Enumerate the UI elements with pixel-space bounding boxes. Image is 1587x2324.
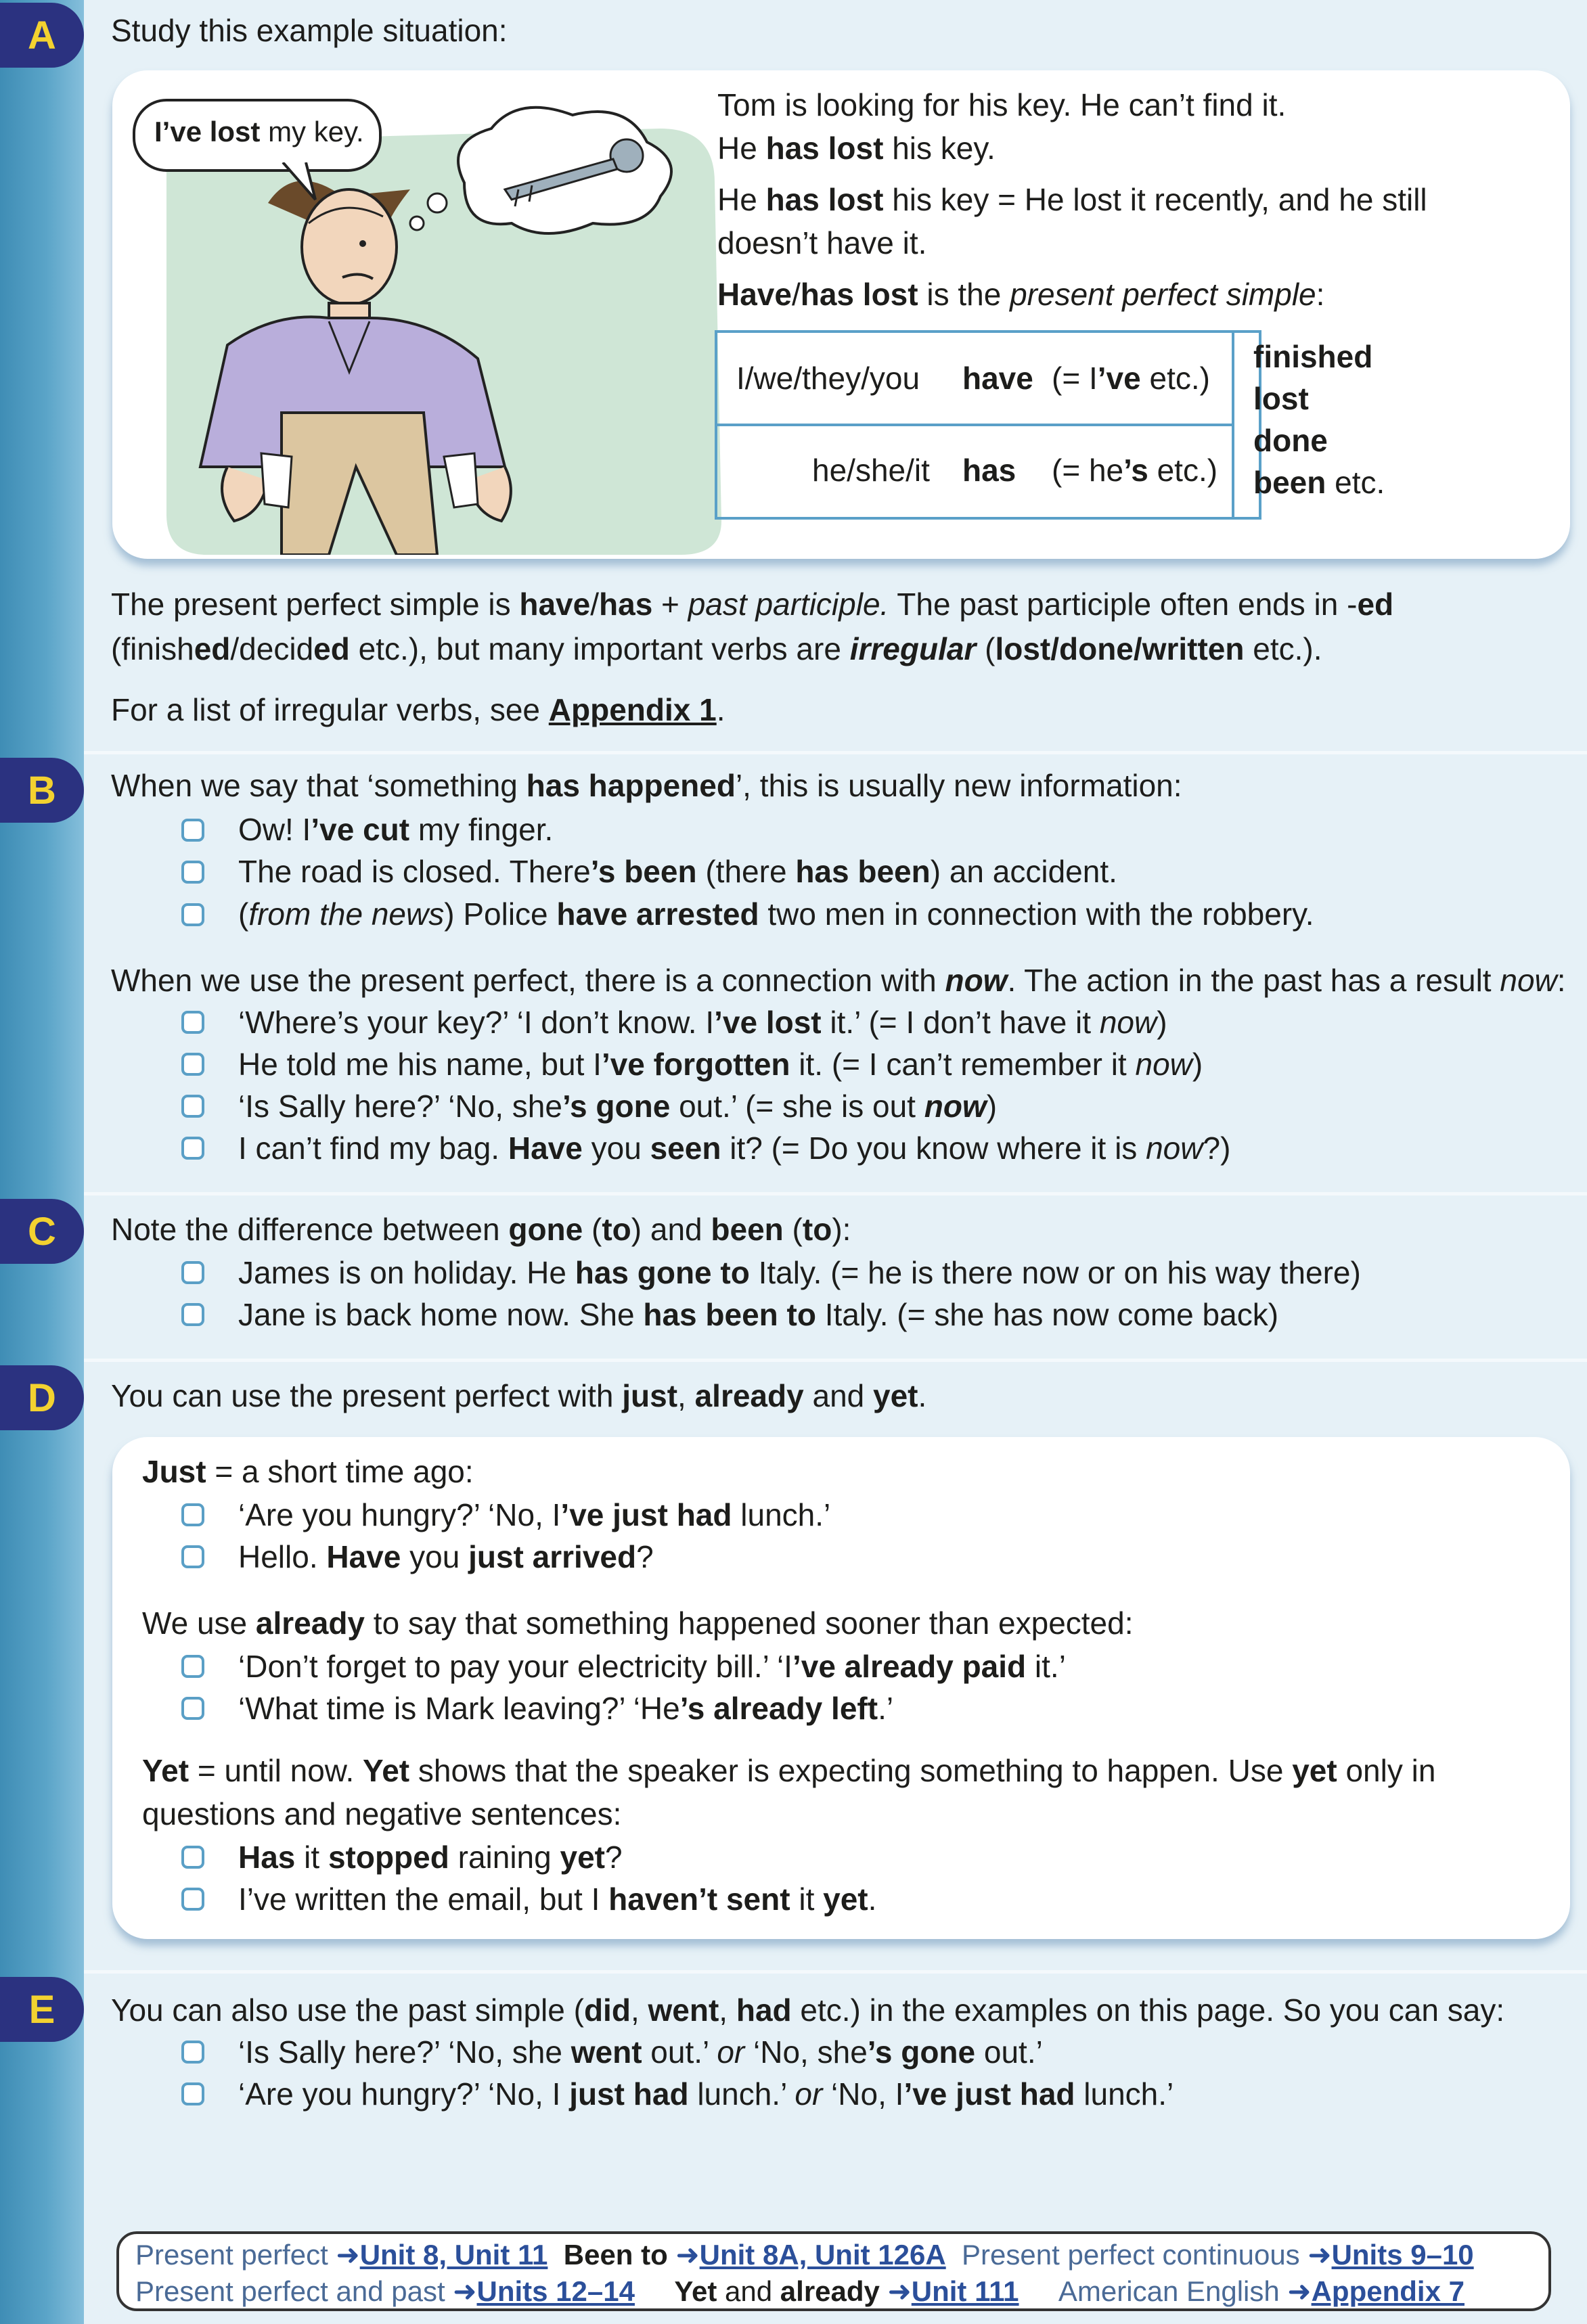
section-d-intro: You can use the present perfect with just, already and yet. <box>111 1378 927 1413</box>
link-unit-8-unit-11[interactable]: Unit 8, Unit 11 <box>359 2239 548 2271</box>
checkbox-icon <box>181 1261 204 1284</box>
section-a-note-3: For a list of irregular verbs, see Appendix 1. <box>111 692 725 727</box>
link-appendix-7[interactable]: Appendix 7 <box>1311 2275 1465 2307</box>
example-line: I can’t find my bag. Have you seen it? (= Do you know where it is now?) <box>238 1131 1231 1166</box>
checkbox-icon <box>181 2082 204 2105</box>
checkbox-icon <box>181 1846 204 1869</box>
situation-line-1: Tom is looking for his key. He can’t find it. <box>717 87 1287 122</box>
just-definition: Just = a short time ago: <box>142 1454 474 1489</box>
section-divider <box>84 1970 1587 1974</box>
arrow-right-icon: ➜ <box>1307 2239 1332 2271</box>
table-row-divider <box>717 424 1234 426</box>
table-contraction-2: (= he’s etc.) <box>1052 453 1218 488</box>
example-line: I’ve written the email, but I haven’t sent it yet. <box>238 1882 877 1917</box>
example-line: Ow! I’ve cut my finger. <box>238 812 554 847</box>
table-subject-2: he/she/it <box>812 453 930 488</box>
speech-bubble-text: I’ve lost my key. <box>154 116 364 147</box>
link-unit-8a-unit-126a[interactable]: Unit 8A, Unit 126A <box>699 2239 946 2271</box>
checkbox-icon <box>181 1303 204 1326</box>
participle-been: been etc. <box>1253 465 1385 500</box>
speech-bubble-tail <box>282 162 322 203</box>
checkbox-icon <box>181 1011 204 1034</box>
example-line: Hello. Have you just arrived? <box>238 1539 654 1574</box>
table-aux-1: have <box>962 361 1033 396</box>
participle-lost: lost <box>1253 381 1309 416</box>
situation-line-5: Have/has lost is the present perfect simple: <box>717 277 1325 312</box>
checkbox-icon <box>181 1095 204 1118</box>
yet-definition-line-2: questions and negative sentences: <box>142 1796 622 1831</box>
form-table <box>715 330 1385 520</box>
link-unit-111[interactable]: Unit 111 <box>911 2275 1019 2307</box>
section-letter-e: E <box>0 1977 84 2042</box>
example-line: James is on holiday. He has gone to Italy. (= he is there now or on his way there) <box>238 1255 1361 1290</box>
example-line: Jane is back home now. She has been to Italy. (= she has now come back) <box>238 1297 1279 1332</box>
situation-line-3: He has lost his key = He lost it recently, and he still <box>717 182 1427 217</box>
section-c-intro: Note the difference between gone (to) and been (to): <box>111 1212 851 1247</box>
participle-finished: finished <box>1253 339 1373 374</box>
checkbox-icon <box>181 819 204 842</box>
example-line: He told me his name, but I’ve forgotten it. (= I can’t remember it now) <box>238 1047 1203 1082</box>
example-line: ‘Don’t forget to pay your electricity bill.’ ‘I’ve already paid it.’ <box>238 1649 1066 1684</box>
arrow-right-icon: ➜ <box>1287 2275 1312 2307</box>
table-column-divider <box>1232 333 1234 517</box>
checkbox-icon <box>181 1503 204 1526</box>
footer-line-2: Present perfect and past ➜Units 12–14 Yet and already ➜Unit 111 American English ➜Appendix 7 <box>135 2275 1465 2307</box>
section-b-intro-2: When we use the present perfect, there is a connection with now. The action in the past has a result now: <box>111 963 1566 998</box>
section-letter-d: D <box>0 1365 84 1430</box>
situation-line-2: He has lost his key. <box>717 131 996 166</box>
table-contraction-1: (= I’ve etc.) <box>1052 361 1210 396</box>
checkbox-icon <box>181 1053 204 1076</box>
section-divider <box>84 1192 1587 1195</box>
arrow-right-icon: ➜ <box>887 2275 912 2307</box>
section-letter-a: A <box>0 3 84 68</box>
footer-line-1: Present perfect ➜Unit 8, Unit 11 Been to ➜Unit 8A, Unit 126A Present perfect continuous ➜Units 9–10 <box>135 2239 1474 2271</box>
checkbox-icon <box>181 1655 204 1678</box>
already-definition: We use already to say that something happened sooner than expected: <box>142 1605 1134 1641</box>
arrow-right-icon: ➜ <box>675 2239 700 2271</box>
sidebar <box>0 0 84 2324</box>
section-a-note-1: The present perfect simple is have/has + past participle. The past participle often ends in -ed <box>111 587 1394 622</box>
checkbox-icon <box>181 861 204 884</box>
checkbox-icon <box>181 903 204 926</box>
section-divider <box>84 1359 1587 1362</box>
situation-line-4: doesn’t have it. <box>717 225 927 260</box>
example-line: ‘Are you hungry?’ ‘No, I just had lunch.’ or ‘No, I’ve just had lunch.’ <box>238 2076 1174 2112</box>
section-divider <box>84 751 1587 754</box>
example-line: ‘Where’s your key?’ ‘I don’t know. I’ve lost it.’ (= I don’t have it now) <box>238 1005 1167 1040</box>
table-aux-2: has <box>962 453 1016 488</box>
checkbox-icon <box>181 1888 204 1911</box>
checkbox-icon <box>181 1697 204 1720</box>
arrow-right-icon: ➜ <box>336 2239 360 2271</box>
checkbox-icon <box>181 2041 204 2064</box>
section-b-intro: When we say that ‘something has happened’, this is usually new information: <box>111 768 1182 803</box>
example-line: ‘Is Sally here?’ ‘No, she went out.’ or ‘No, she’s gone out.’ <box>238 2034 1043 2070</box>
example-line: The road is closed. There’s been (there has been) an accident. <box>238 854 1117 889</box>
section-letter-c: C <box>0 1199 84 1264</box>
link-units-9-10[interactable]: Units 9–10 <box>1331 2239 1474 2271</box>
table-subject-1: I/we/they/you <box>736 361 920 396</box>
appendix-1-link[interactable]: Appendix 1 <box>548 692 717 727</box>
section-e-intro: You can also use the past simple (did, went, had etc.) in the examples on this page. So you can say: <box>111 1992 1505 2028</box>
link-units-12-14[interactable]: Units 12–14 <box>476 2275 635 2307</box>
checkbox-icon <box>181 1137 204 1160</box>
example-line: ‘Are you hungry?’ ‘No, I’ve just had lunch.’ <box>238 1497 831 1532</box>
example-line: Has it stopped raining yet? <box>238 1840 623 1875</box>
section-letter-b: B <box>0 758 84 823</box>
yet-definition: Yet = until now. Yet shows that the speaker is expecting something to happen. Use yet only in <box>142 1753 1436 1788</box>
participle-done: done <box>1253 423 1328 458</box>
example-card <box>112 70 1570 559</box>
arrow-right-icon: ➜ <box>453 2275 477 2307</box>
checkbox-icon <box>181 1545 204 1568</box>
section-a-intro: Study this example situation: <box>111 13 508 48</box>
example-line: (from the news) Police have arrested two men in connection with the robbery. <box>238 896 1314 932</box>
cross-reference-footer <box>116 2231 1551 2311</box>
example-line: ‘Is Sally here?’ ‘No, she’s gone out.’ (= she is out now) <box>238 1089 998 1124</box>
section-a-note-2: (finished/decided etc.), but many important verbs are irregular (lost/done/written etc.). <box>111 631 1322 666</box>
example-line: ‘What time is Mark leaving?’ ‘He’s already left.’ <box>238 1691 894 1726</box>
